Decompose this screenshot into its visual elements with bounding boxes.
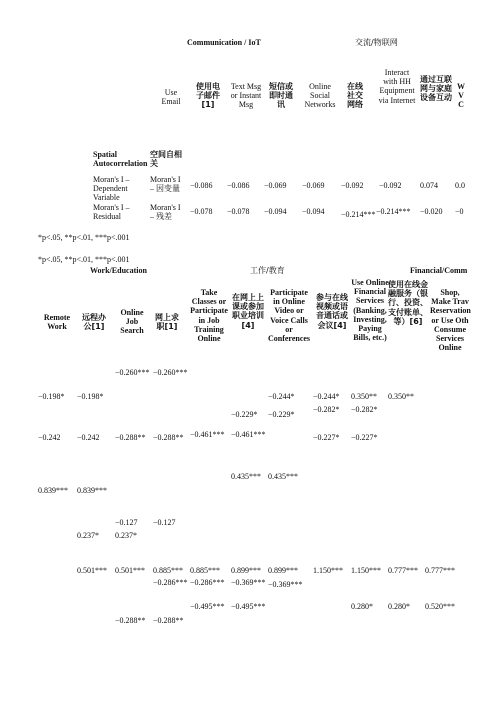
value-r4-0: −0.242 [38,433,61,442]
value-r12-0: −0.288** [115,616,146,625]
value-res-7: −0 [455,207,464,216]
value-r11-0: −0.495*** [190,602,225,611]
value-r9-4: 0.899*** [231,566,261,575]
col-header-remote-work-en: Remote Work [43,313,71,332]
value-r9-9: 0.777*** [425,566,455,575]
col-header-classes-cn: 在网上上课或参加职业培训[4] [232,293,264,330]
value-r2b-3: 0.350** [388,392,414,401]
significance-note-2: *p<.05, **p<.01, ***p<.001 [38,255,130,264]
group-header-financial-en: Financial/Comm [410,266,468,275]
group-header-communication-cn: 交流/物联网 [355,38,398,47]
value-r9-5: 0.899*** [268,566,298,575]
col-header-video-calls-en: Participate in Online Video or Voice Calls or Conferences [267,288,311,343]
row-label-morans-dep-cn: Moran's I – 因变量 [150,175,181,194]
value-r9-1: 0.501*** [115,566,145,575]
col-header-financial-en: Use Online Financial Services (Banking, Investing, Paying Bills, etc.) [351,278,389,343]
value-r5-1: 0.435*** [268,472,298,481]
col-header-social-en: Online Social Networks [304,82,336,110]
row-label-spatial-en: Spatial Autocorrelation [93,150,148,169]
value-dep-5: −0.092 [379,181,402,190]
group-header-work-cn: 工作/教育 [250,266,285,275]
value-r6-1: 0.839*** [77,486,107,495]
col-header-cut-off: W V C [457,82,465,110]
value-r3a-0: −0.229* [231,410,258,419]
col-header-classes-en: Take Classes or Participate in Job Training Online [190,288,228,343]
col-header-job-search-cn: 网上求职[1] [155,313,179,332]
col-header-hh-equipment-en: Interact with HH Equipment via Internet [378,68,416,105]
value-r2b-2: 0.350** [351,392,377,401]
value-res-0: −0.078 [190,207,213,216]
value-r3b-1: −0.282* [351,405,378,414]
col-header-use-email-cn: 使用电子邮件[1] [196,82,220,110]
value-r1-1: −0.260*** [153,368,188,377]
value-r9-2: 0.885*** [153,566,183,575]
value-r4-2: −0.288** [115,433,146,442]
value-r4-6: −0.227* [313,433,340,442]
value-r10-1: −0.286*** [190,578,225,587]
group-header-communication-en: Communication / IoT [187,38,261,47]
col-header-text-msg-cn: 短信或即时通讯 [269,82,293,110]
col-header-job-search-en: Online Job Search [120,308,144,336]
value-r9-6: 1.150*** [313,566,343,575]
value-r11-2: 0.280* [351,602,373,611]
value-r4-3: −0.288** [153,433,184,442]
value-r7-0: −0.127 [115,518,138,527]
col-header-video-calls-cn: 参与在线视频或语音通话或会议[4] [316,293,348,330]
value-r9-8: 0.777*** [388,566,418,575]
value-dep-7: 0.0 [455,181,465,190]
group-header-work-en: Work/Education [90,266,147,275]
value-r12-1: −0.288** [153,616,184,625]
value-r8-1: 0.237* [115,531,137,540]
row-label-morans-res-en: Moran's I – Residual [93,203,130,222]
value-r8-0: 0.237* [77,531,99,540]
value-res-4: −0.214*** [341,210,376,219]
value-r4-5: −0.461*** [231,430,266,439]
value-r9-3: 0.885*** [190,566,220,575]
value-dep-4: −0.092 [341,181,364,190]
value-res-6: −0.020 [420,207,443,216]
value-r2b-0: −0.244* [268,392,295,401]
value-r4-4: −0.461*** [190,430,225,439]
col-header-hh-equipment-cn: 通过互联网与家庭设备互动 [420,75,452,103]
value-r10-0: −0.286*** [153,578,188,587]
col-header-use-email-en: Use Email [161,88,181,107]
value-r4-7: −0.227* [351,433,378,442]
value-r9-7: 1.150*** [351,566,381,575]
value-r10-2: −0.369*** [231,578,266,587]
value-r3a-1: −0.229* [268,410,295,419]
value-r2b-1: −0.244* [313,392,340,401]
value-r10-3: −0.369*** [268,580,303,589]
value-r11-1: −0.495*** [231,602,266,611]
col-header-remote-work-cn: 远程办公[1] [82,313,106,332]
value-dep-0: −0.086 [190,181,213,190]
value-r2a-1: −0.198* [77,392,104,401]
value-r5-0: 0.435*** [231,472,261,481]
value-r7-1: −0.127 [153,518,176,527]
value-r2a-0: −0.198* [38,392,65,401]
value-r11-4: 0.520*** [425,602,455,611]
value-res-1: −0.078 [227,207,250,216]
value-res-3: −0.094 [302,207,325,216]
value-dep-3: −0.069 [302,181,325,190]
value-r9-0: 0.501*** [77,566,107,575]
value-r1-0: −0.260*** [115,368,150,377]
col-header-shop-en: Shop, Make Trav Reservation or Use Oth Consume Services Online [430,288,471,353]
value-res-2: −0.094 [264,207,287,216]
value-res-5: −0.214*** [376,207,411,216]
row-label-spatial-cn: 空间自相关 [150,150,182,169]
value-r11-3: 0.280* [388,602,410,611]
col-header-text-msg-en: Text Msg or Instant Msg [230,82,262,110]
value-dep-1: −0.086 [227,181,250,190]
value-dep-6: 0.074 [420,181,438,190]
value-r6-0: 0.839*** [38,486,68,495]
col-header-social-cn: 在线社交网络 [347,82,363,110]
value-r3b-0: −0.282* [313,405,340,414]
col-header-financial-cn: 使用在线金融服务（银行、投资、支付账单、等）[6] [388,280,428,326]
value-dep-2: −0.069 [264,181,287,190]
row-label-morans-dep-en: Moran's I – Dependent Variable [93,175,130,203]
significance-note-1: *p<.05, **p<.01, ***p<.001 [38,233,130,242]
row-label-morans-res-cn: Moran's I – 残差 [150,203,181,222]
value-r4-1: −0.242 [77,433,100,442]
